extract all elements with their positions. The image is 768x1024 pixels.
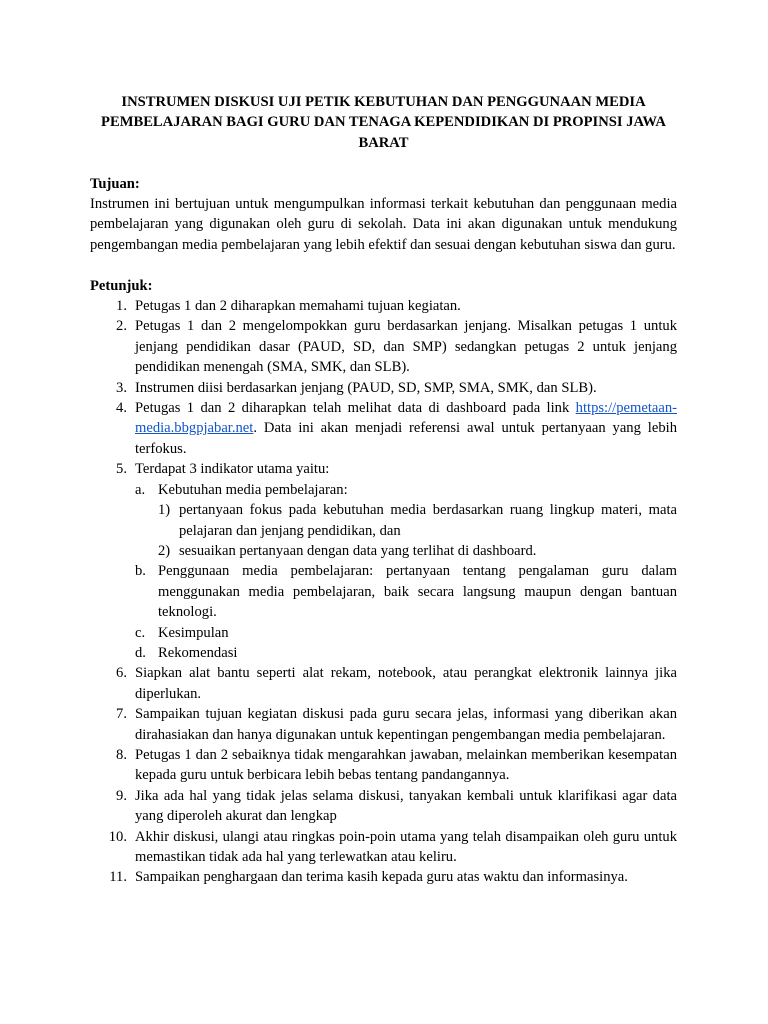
petunjuk-list xyxy=(90,296,677,888)
document-title: INSTRUMEN DISKUSI UJI PETIK KEBUTUHAN DAN PENGGUNAAN MEDIA PEMBELAJARAN BAGI GURU DAN TENAGA KEPENDIDIKAN DI PROPINSI JAWA BARAT xyxy=(101,94,666,151)
list-item-text: Petugas 1 dan 2 diharapkan memahami tujuan kegiatan. xyxy=(135,298,461,315)
list-letter: a. xyxy=(135,481,146,498)
list-item xyxy=(135,623,677,643)
tujuan-heading: Tujuan: xyxy=(90,175,140,192)
list-number: 1. xyxy=(116,298,127,315)
list-item-text: . Data ini akan menjadi referensi awal untuk pertanyaan yang lebih terfokus. xyxy=(135,420,677,457)
tujuan-text: Instrumen ini bertujuan untuk mengumpulkan informasi terkait kebutuhan dan penggunaan media pembelajaran yang digunakan oleh guru di sekolah. Data ini akan digunakan untuk mendukung pengembangan media pembelajaran yang lebih efektif dan sesuai dengan kebutuhan siswa dan guru. xyxy=(90,196,677,253)
list-number: 11. xyxy=(109,869,127,886)
list-item-text: sesuaikan pertanyaan dengan data yang terlihat di dashboard. xyxy=(179,542,537,559)
list-item xyxy=(90,296,677,316)
list-number: 7. xyxy=(116,706,127,723)
list-number: 5. xyxy=(116,461,127,478)
list-item-text: Petugas 1 dan 2 sebaiknya tidak mengarahkan jawaban, melainkan memberikan kesempatan kepada guru untuk berbicara lebih bebas tentang pandangannya. xyxy=(135,746,677,784)
list-item-text: Akhir diskusi, ulangi atau ringkas poin-poin utama yang telah disampaikan oleh guru untuk memastikan tidak ada hal yang terlewatkan atau keliru. xyxy=(135,828,677,865)
list-number: 9. xyxy=(116,787,127,804)
list-item-text: Sampaikan penghargaan dan terima kasih kepada guru atas waktu dan informasinya. xyxy=(135,869,628,886)
list-letter: b. xyxy=(135,563,146,580)
list-item-text: Petugas 1 dan 2 mengelompokkan guru berdasarkan jenjang. Misalkan petugas 1 untuk jenjang pendidikan dasar (PAUD, SD, dan SMP) sedangkan petugas 2 untuk jenjang pendidikan menengah (SMA, SMK, dan SLB). xyxy=(135,318,677,376)
list-item-text: Terdapat 3 indikator utama yaitu: xyxy=(135,461,330,478)
list-item-text: Kesimpulan xyxy=(158,624,229,641)
petunjuk-heading: Petunjuk: xyxy=(90,277,153,294)
indikator-list xyxy=(135,480,677,664)
list-number: 2. xyxy=(116,318,127,335)
list-item xyxy=(158,500,677,541)
list-item-text: Petugas 1 dan 2 diharapkan telah melihat data di dashboard pada link xyxy=(135,400,576,417)
list-item xyxy=(90,745,677,786)
list-item xyxy=(90,316,677,377)
list-number: 10. xyxy=(108,828,127,845)
list-number: 6. xyxy=(116,665,127,682)
list-item-text: Instrumen diisi berdasarkan jenjang (PAUD, SD, SMP, SMA, SMK, dan SLB). xyxy=(135,379,597,396)
document-body xyxy=(90,92,677,888)
list-item-text: Rekomendasi xyxy=(158,644,238,661)
list-number: 8. xyxy=(116,746,127,763)
list-number: 1) xyxy=(158,502,171,519)
list-number: 3. xyxy=(116,379,127,396)
list-item xyxy=(135,643,677,663)
list-item xyxy=(90,663,677,704)
list-item xyxy=(90,398,677,459)
list-letter: c. xyxy=(135,624,146,641)
list-item xyxy=(135,480,677,562)
list-item-text: Kebutuhan media pembelajaran: xyxy=(158,481,348,498)
dashboard-link[interactable]: https://pemetaan-media.bbgpjabar.net xyxy=(135,400,677,437)
list-number: 2) xyxy=(158,542,171,559)
list-number: 4. xyxy=(116,400,127,417)
kebutuhan-sublist xyxy=(158,500,677,561)
list-item-text: Penggunaan media pembelajaran: pertanyaan tentang pengalaman guru dalam menggunakan media pembelajaran, baik secara langsung maupun dengan bantuan teknologi. xyxy=(158,563,677,621)
list-item xyxy=(90,704,677,745)
list-item-text: Jika ada hal yang tidak jelas selama diskusi, tanyakan kembali untuk klarifikasi agar data yang diperoleh akurat dan lengkap xyxy=(135,787,677,825)
list-item xyxy=(90,867,677,887)
list-letter: d. xyxy=(135,644,146,661)
list-item xyxy=(90,786,677,827)
list-item xyxy=(90,378,677,398)
list-item xyxy=(158,541,677,561)
list-item xyxy=(90,827,677,868)
list-item xyxy=(135,561,677,622)
list-item-text: Sampaikan tujuan kegiatan diskusi pada guru secara jelas, informasi yang diberikan akan dirahasiakan dan hanya digunakan untuk kepentingan pengembangan media pembelajaran. xyxy=(135,706,677,743)
list-item-text: Siapkan alat bantu seperti alat rekam, notebook, atau perangkat elektronik lainnya jika diperlukan. xyxy=(135,665,677,702)
list-item xyxy=(90,459,677,663)
list-item-text: pertanyaan fokus pada kebutuhan media berdasarkan ruang lingkup materi, mata pelajaran dan jenjang pendidikan, dan xyxy=(179,502,677,539)
